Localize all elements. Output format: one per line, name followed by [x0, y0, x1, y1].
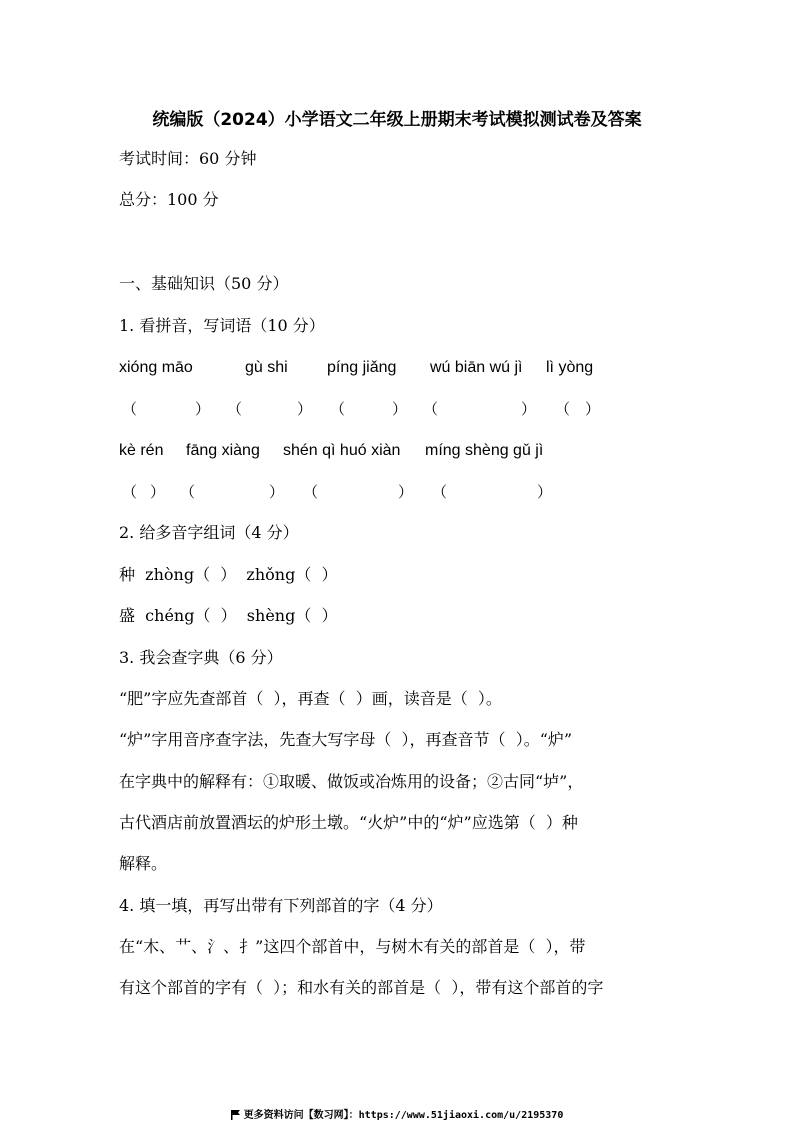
q4-paragraph: 有这个部首的字有（ ）；和水有关的部首是（ ），带有这个部首的字	[119, 978, 604, 997]
flag-icon	[231, 1110, 240, 1120]
q4-paragraph: 在“木、艹、氵、扌”这四个部首中，与树木有关的部首是（ ），带	[119, 937, 586, 956]
answer-paren-close[interactable]: ）	[392, 400, 408, 418]
page-title: 统编版（2024）小学语文二年级上册期末考试模拟测试卷及答案	[152, 110, 642, 130]
pinyin-item: xióng māo	[119, 359, 193, 376]
pinyin-item: píng jiǎng	[327, 359, 397, 376]
pinyin-item: kè rén	[119, 442, 164, 459]
q3-paragraph: 在字典中的解释有：①取暖、做饭或冶炼用的设备；②古同“垆”，	[119, 772, 584, 791]
section1-heading: 一、基础知识（50 分）	[119, 274, 289, 293]
q2-line-zhong: 种 zhòng（ ） zhǒng（ ）	[119, 565, 338, 584]
answer-paren-close[interactable]: ）	[537, 483, 553, 501]
pinyin-item: wú biān wú jì	[430, 359, 523, 376]
pinyin-item: gù shi	[245, 359, 288, 376]
q4-heading: 4. 填一填，再写出带有下列部首的字（4 分）	[119, 896, 443, 915]
q3-paragraph: 古代酒店前放置酒坛的炉形土墩。“火炉”中的“炉”应选第（ ）种	[119, 813, 578, 832]
answer-paren-close[interactable]: ）	[398, 483, 414, 501]
q2-heading: 2. 给多音字组词（4 分）	[119, 523, 299, 542]
answer-paren-open[interactable]: （	[303, 483, 319, 501]
pinyin-item: fāng xiàng	[186, 442, 260, 459]
q2-line-sheng: 盛 chéng（ ） shèng（ ）	[119, 606, 338, 625]
pinyin-item: míng shèng gǔ jì	[425, 442, 544, 459]
q1-heading: 1. 看拼音，写词语（10 分）	[119, 316, 325, 335]
footer[interactable]	[0, 1106, 794, 1121]
pinyin-item: shén qì huó xiàn	[283, 442, 401, 459]
q3-heading: 3. 我会查字典（6 分）	[119, 648, 283, 667]
answer-paren-open[interactable]: （	[122, 483, 138, 501]
answer-paren-close[interactable]: ）	[297, 400, 313, 418]
answer-paren-open[interactable]: （	[227, 400, 243, 418]
answer-paren-close[interactable]: ）	[195, 400, 211, 418]
answer-paren-open[interactable]: （	[180, 483, 196, 501]
answer-paren-open[interactable]: （	[423, 400, 439, 418]
exam-time: 考试时间：60 分钟	[119, 149, 257, 168]
footer-link[interactable]: 更多资料访问【数习网】：https://www.51jiaoxi.com/u/2195370	[243, 1110, 564, 1121]
answer-paren-open[interactable]: （	[330, 400, 346, 418]
answer-paren-open[interactable]: （	[122, 400, 138, 418]
total-score: 总分：100 分	[119, 190, 219, 209]
q3-paragraph: “肥”字应先查部首（ ），再查（ ）画，读音是（ ）。	[119, 689, 502, 708]
answer-paren-open[interactable]: （	[555, 400, 571, 418]
answer-paren-close[interactable]: ）	[150, 483, 166, 501]
answer-paren-close[interactable]: ）	[521, 400, 537, 418]
answer-paren-open[interactable]: （	[432, 483, 448, 501]
q3-paragraph: “炉”字用音序查字法，先查大写字母（ ），再查音节（ ）。“炉”	[119, 730, 573, 749]
answer-paren-close[interactable]: ）	[585, 400, 601, 418]
pinyin-item: lì yòng	[546, 359, 594, 376]
answer-paren-close[interactable]: ）	[269, 483, 285, 501]
q3-paragraph: 解释。	[119, 854, 168, 873]
